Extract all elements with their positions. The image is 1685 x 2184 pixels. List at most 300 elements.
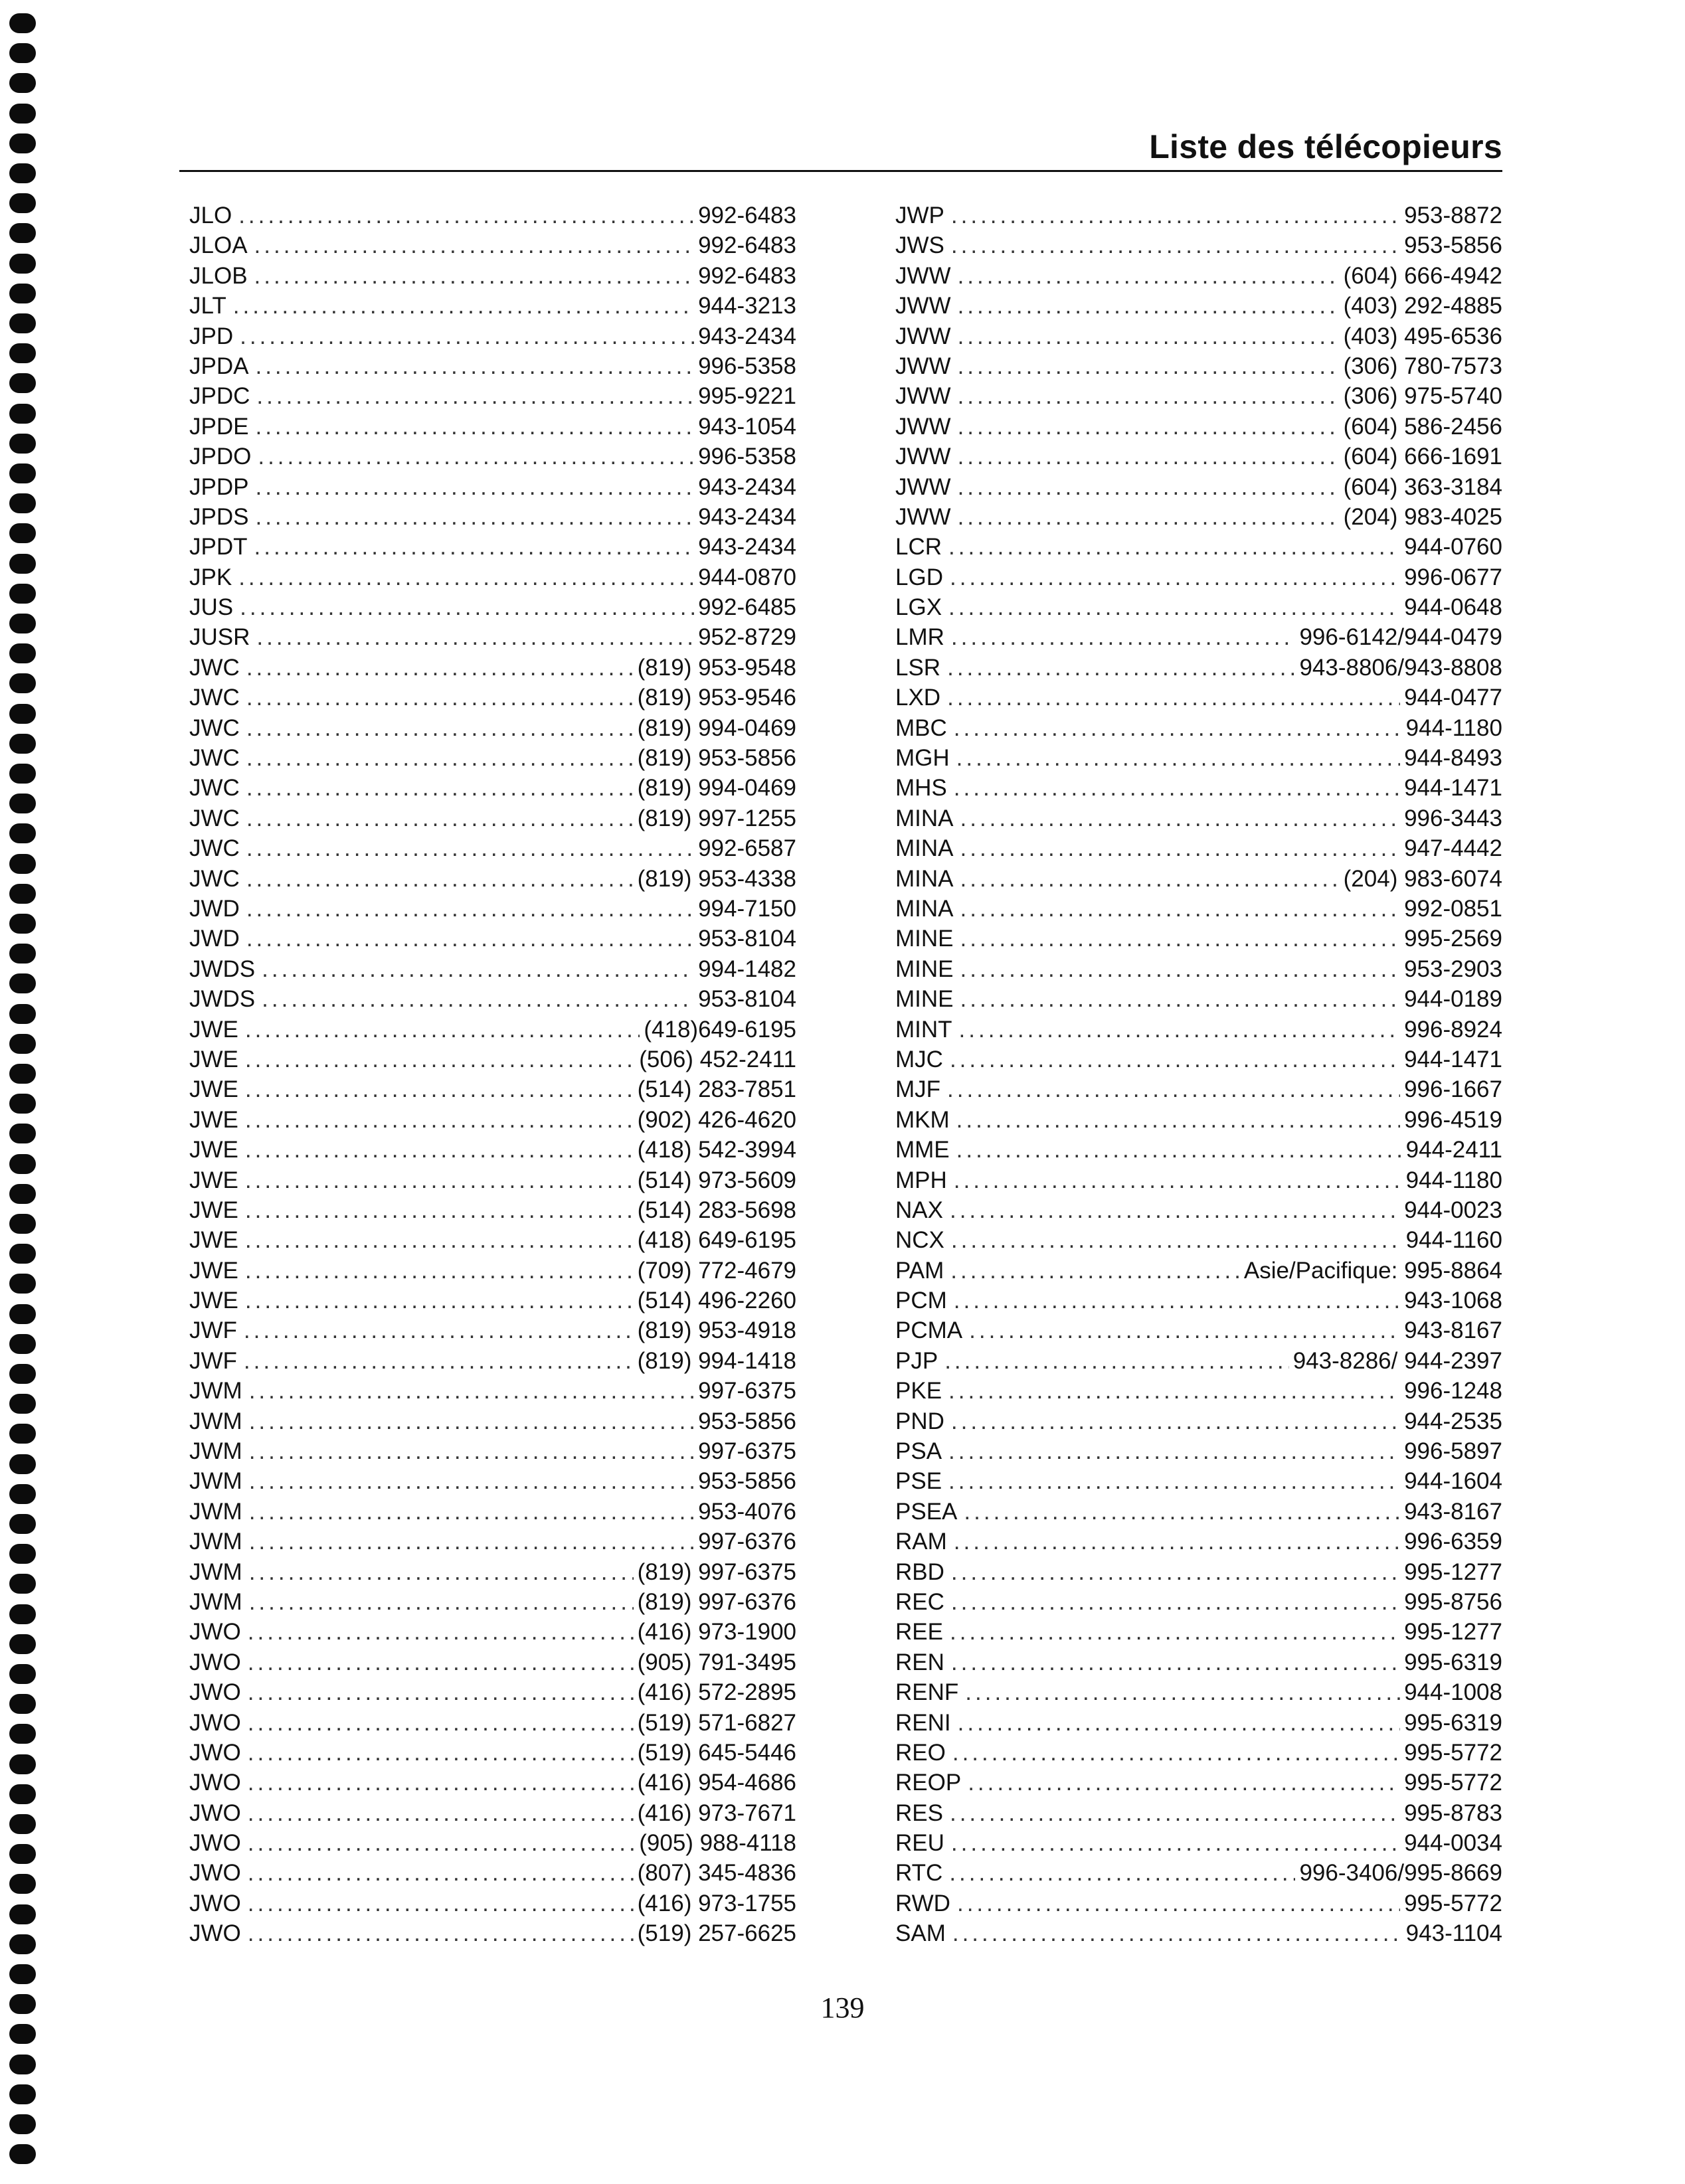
dot-leader [960,864,1340,894]
dot-leader [248,1889,634,1918]
page-header [179,124,1502,172]
entry-code: JLT [189,293,226,319]
entry-fax-number: 992-6485 [698,594,796,621]
binding-hole [9,1904,36,1924]
entry-fax-number: 996-1248 [1404,1378,1502,1404]
entry-fax-number: 944-2535 [1404,1408,1502,1434]
binding-hole [9,43,36,63]
dot-leader [958,381,1340,411]
fax-entry-row [895,321,1502,351]
dot-leader [249,1527,694,1556]
binding-hole [9,193,36,213]
dot-leader [969,1315,1400,1345]
entry-code: JWM [189,1529,242,1555]
fax-list-left-column [189,201,796,1949]
entry-fax-number: (514) 283-7851 [637,1076,796,1103]
entry-fax-number: (819) 953-9548 [637,654,796,681]
fax-entry-row [189,1738,796,1768]
fax-entry-row [895,833,1502,863]
entry-code: JWE [189,1076,238,1103]
entry-fax-number: 992-0851 [1404,895,1502,922]
entry-code: JWO [189,1800,241,1826]
binding-hole [9,523,36,543]
dot-leader [248,1708,634,1738]
dot-leader [240,321,694,351]
entry-code: JWE [189,1167,238,1193]
dot-leader [956,743,1400,773]
fax-entry-row [895,201,1502,230]
entry-code: JWC [189,654,240,681]
entry-fax-number: 943-8286/ 944-2397 [1292,1347,1502,1374]
entry-code: RENF [895,1679,959,1706]
entry-fax-number: 996-3443 [1404,805,1502,831]
binding-hole [9,884,36,904]
fax-entry-row [895,381,1502,411]
fax-entry-row [189,1165,796,1195]
binding-hole [9,1664,36,1684]
fax-entry-row [895,1918,1502,1948]
fax-entry-row [189,1918,796,1948]
fax-entry-row [895,1135,1502,1165]
entry-code: RBD [895,1558,944,1585]
dot-leader [248,1647,634,1677]
entry-fax-number: Asie/Pacifique: 995-8864 [1243,1257,1502,1284]
binding-hole [9,1274,36,1294]
fax-entry-row [895,864,1502,894]
fax-entry-row [895,622,1502,652]
fax-entry-row [189,984,796,1014]
binding-hole [9,914,36,934]
entry-fax-number: (604) 666-1691 [1343,444,1502,470]
binding-hole [9,1334,36,1354]
fax-entry-row [189,803,796,833]
fax-entry-row [895,1315,1502,1345]
fax-entry-row [895,502,1502,532]
dot-leader [245,1286,634,1315]
entry-fax-number: (604) 586-2456 [1343,413,1502,440]
entry-code: MJC [895,1046,943,1072]
entry-code: JWE [189,1046,238,1072]
dot-leader [956,1105,1400,1135]
dot-leader [246,773,634,803]
entry-code: MINA [895,895,954,922]
fax-entry-row [189,1015,796,1045]
binding-hole [9,1694,36,1714]
binding-hole [9,764,36,784]
entry-fax-number: (819) 953-9546 [637,685,796,711]
entry-code: PSA [895,1438,942,1465]
fax-entry-row [895,1045,1502,1074]
binding-hole [9,463,36,483]
entry-code: JWE [189,1197,238,1223]
fax-entry-row [189,201,796,230]
entry-fax-number: (506) 452-2411 [639,1046,796,1072]
dot-leader [954,773,1400,803]
binding-hole [9,1964,36,1984]
entry-fax-number: (519) 257-6625 [637,1920,796,1947]
dot-leader [248,1828,635,1858]
binding-hole [9,254,36,274]
fax-entry-row [895,1738,1502,1768]
fax-entry-row [895,1557,1502,1587]
entry-fax-number: 944-1008 [1404,1679,1502,1706]
fax-entry-row [895,1376,1502,1406]
entry-code: LSR [895,654,941,681]
entry-fax-number: 944-0189 [1404,986,1502,1013]
fax-entry-row [189,1074,796,1104]
entry-fax-number: 944-1471 [1404,775,1502,801]
fax-entry-row [189,592,796,622]
entry-code: JWO [189,1860,241,1887]
entry-code: NCX [895,1227,944,1254]
dot-leader [950,562,1400,592]
entry-fax-number: (807) 345-4836 [637,1860,796,1887]
entry-fax-number: 953-8104 [698,986,796,1013]
entry-fax-number: 944-1160 [1405,1227,1502,1254]
fax-entry-row [189,833,796,863]
dot-leader [246,864,634,894]
fax-entry-row [895,653,1502,683]
entry-fax-number: (819) 994-1418 [637,1347,796,1374]
entry-fax-number: 953-4076 [698,1498,796,1525]
entry-fax-number: 996-3406/995-8669 [1299,1860,1502,1887]
binding-hole [9,223,36,243]
entry-fax-number: (905) 791-3495 [637,1649,796,1675]
entry-code: JWW [895,413,951,440]
dot-leader [950,1798,1400,1828]
fax-entry-row [895,1256,1502,1286]
binding-hole [9,2084,36,2104]
entry-fax-number: 944-1180 [1405,714,1502,741]
binding-hole [9,794,36,813]
entry-fax-number: 943-2434 [698,473,796,500]
binding-hole [9,133,36,153]
dot-leader [245,1015,640,1045]
entry-code: LCR [895,534,942,560]
fax-entry-row [189,412,796,442]
entry-code: REOP [895,1770,962,1796]
dot-leader [246,924,694,954]
entry-fax-number: 995-8783 [1404,1800,1502,1826]
fax-entry-row [189,442,796,471]
dot-leader [248,1858,634,1888]
dot-leader [255,472,694,502]
entry-fax-number: (514) 973-5609 [637,1167,796,1193]
entry-fax-number: (418) 649-6195 [637,1227,796,1254]
fax-entry-row [189,1256,796,1286]
binding-hole [9,1604,36,1624]
fax-entry-row [189,683,796,713]
entry-code: JWM [189,1468,242,1495]
entry-code: JWC [189,775,240,801]
dot-leader [254,230,695,260]
binding-hole [9,343,36,363]
dot-leader [258,442,694,471]
entry-code: RENI [895,1709,951,1736]
entry-fax-number: 997-6376 [698,1529,796,1555]
fax-entry-row [895,291,1502,321]
entry-fax-number: 943-1054 [698,413,796,440]
dot-leader [245,1105,634,1135]
entry-fax-number: (204) 983-4025 [1343,503,1502,530]
fax-entry-row [895,743,1502,773]
fax-entry-row [189,773,796,803]
fax-entry-row [189,1677,796,1707]
fax-entry-row [189,261,796,291]
binding-hole [9,73,36,93]
entry-fax-number: (514) 283-5698 [637,1197,796,1223]
fax-entry-row [895,683,1502,713]
dot-leader [960,894,1401,924]
fax-entry-row [895,472,1502,502]
entry-code: JWO [189,1830,241,1857]
binding-hole [9,13,36,33]
entry-code: JWO [189,1709,241,1736]
entry-code: JWE [189,1137,238,1163]
entry-code: MBC [895,714,947,741]
fax-entry-row [189,1708,796,1738]
entry-code: RTC [895,1860,943,1887]
dot-leader [249,1497,694,1527]
dot-leader [238,201,694,230]
dot-leader [950,1617,1400,1647]
fax-entry-row [189,291,796,321]
entry-fax-number: (306) 975-5740 [1343,383,1502,410]
binding-hole [9,1124,36,1143]
binding-hole [9,2144,36,2164]
entry-code: JWE [189,1227,238,1254]
dot-leader [960,803,1401,833]
dot-leader [968,1768,1400,1798]
dot-leader [954,1165,1402,1195]
dot-leader [948,532,1400,562]
dot-leader [948,1376,1400,1406]
entry-fax-number: 943-2434 [698,503,796,530]
fax-entry-row [895,261,1502,291]
fax-entry-row [189,1617,796,1647]
fax-entry-row [189,230,796,260]
binding-hole [9,1094,36,1114]
entry-code: JWE [189,1257,238,1284]
binding-hole [9,284,36,303]
entry-code: JWF [189,1347,237,1374]
entry-code: JWS [895,232,944,259]
entry-fax-number: 944-0477 [1404,685,1502,711]
entry-code: MINA [895,865,954,892]
entry-fax-number: 944-0870 [698,564,796,590]
binding-hole [9,673,36,693]
fax-entry-row [895,984,1502,1014]
fax-entry-row [895,1466,1502,1496]
fax-entry-row [189,1647,796,1677]
binding-hole [9,584,36,604]
entry-code: MINE [895,986,954,1013]
binding-hole [9,1784,36,1804]
dot-leader [248,1798,634,1828]
binding-hole [9,1304,36,1324]
dot-leader [956,1135,1402,1165]
entry-code: JWM [189,1408,242,1434]
dot-leader [952,1918,1402,1948]
binding-hole [9,1814,36,1834]
entry-fax-number: 992-6483 [698,262,796,289]
fax-entry-row [189,894,796,924]
binding-hole [9,823,36,843]
fax-entry-row [895,532,1502,562]
entry-fax-number: 995-8756 [1404,1588,1502,1615]
entry-code: MME [895,1137,950,1163]
fax-entry-row [189,1828,796,1858]
dot-leader [958,412,1340,442]
dot-leader [244,1315,634,1345]
dot-leader [233,291,694,321]
dot-leader [959,1015,1401,1045]
entry-fax-number: 996-5358 [698,353,796,379]
entry-code: JPDP [189,473,249,500]
binding-hole [9,1514,36,1534]
binding-hole [9,1454,36,1474]
entry-code: JUS [189,594,234,621]
fax-entry-row [895,442,1502,471]
entry-code: JWW [895,323,951,349]
entry-code: REE [895,1619,943,1645]
entry-code: REU [895,1830,944,1857]
fax-entry-row [895,1346,1502,1376]
entry-code: JLOB [189,262,248,289]
fax-entry-row [895,713,1502,743]
dot-leader [246,833,694,863]
dot-leader [948,592,1400,622]
fax-entry-row [895,1768,1502,1798]
binding-hole [9,1484,36,1504]
entry-fax-number: 996-6142/944-0479 [1299,624,1502,651]
binding-hole [9,973,36,993]
dot-leader [249,1406,694,1436]
dot-leader [245,1225,634,1255]
fax-entry-row [189,1527,796,1556]
entry-fax-number: (819) 997-1255 [637,805,796,831]
entry-code: NAX [895,1197,943,1223]
fax-entry-row [895,1587,1502,1617]
entry-code: JWDS [189,956,256,982]
entry-fax-number: 953-5856 [1404,232,1502,259]
fax-entry-row [189,1557,796,1587]
binding-hole [9,2024,36,2044]
dot-leader [248,1918,634,1948]
fax-entry-row [189,1346,796,1376]
dot-leader [954,713,1402,743]
entry-code: PND [895,1408,944,1434]
entry-fax-number: 995-9221 [698,383,796,410]
binding-hole [9,1154,36,1174]
binding-hole [9,163,36,183]
dot-leader [948,1436,1400,1466]
dot-leader [958,472,1340,502]
entry-fax-number: (416) 572-2895 [637,1679,796,1706]
fax-entry-row [895,1195,1502,1225]
entry-fax-number: 943-1104 [1405,1920,1502,1947]
entry-fax-number: 953-5856 [698,1408,796,1434]
entry-fax-number: 943-8167 [1404,1317,1502,1344]
dot-leader [246,713,634,743]
dot-leader [951,1587,1400,1617]
dot-leader [262,984,694,1014]
dot-leader [954,1286,1400,1315]
fax-entry-row [895,803,1502,833]
dot-leader [958,261,1340,291]
fax-entry-row [189,864,796,894]
entry-code: JWM [189,1558,242,1585]
dot-leader [249,1466,694,1496]
fax-entry-row [895,894,1502,924]
entry-fax-number: 944-2411 [1405,1137,1502,1163]
entry-code: PJP [895,1347,938,1374]
entry-fax-number: 996-5358 [698,444,796,470]
dot-leader [960,833,1401,863]
fax-entry-row [895,1074,1502,1104]
dot-leader [248,1617,634,1647]
entry-code: JPDS [189,503,249,530]
fax-entry-row [189,1587,796,1617]
fax-entry-row [189,954,796,984]
binding-hole [9,404,36,424]
fax-entry-row [895,1617,1502,1647]
entry-code: MINE [895,926,954,952]
entry-fax-number: (416) 973-1755 [637,1890,796,1916]
dot-leader [965,1677,1400,1707]
fax-entry-row [189,1436,796,1466]
entry-fax-number: (204) 983-6074 [1343,865,1502,892]
binding-hole [9,1754,36,1774]
fax-entry-row [189,1135,796,1165]
dot-leader [960,954,1401,984]
entry-fax-number: 943-2434 [698,323,796,349]
dot-leader [951,1225,1402,1255]
dot-leader [249,1587,634,1617]
entry-fax-number: 996-6359 [1404,1529,1502,1555]
entry-fax-number: 995-1277 [1404,1558,1502,1585]
fax-entry-row [189,1315,796,1345]
entry-fax-number: 944-1180 [1405,1167,1502,1193]
dot-leader [960,924,1401,954]
entry-code: REC [895,1588,944,1615]
entry-code: MINA [895,805,954,831]
entry-fax-number: 944-8493 [1404,745,1502,772]
entry-code: MHS [895,775,947,801]
entry-fax-number: 944-1471 [1404,1046,1502,1072]
entry-fax-number: 995-2569 [1404,926,1502,952]
fax-entry-row [895,412,1502,442]
fax-entry-row [895,1436,1502,1466]
fax-entry-row [189,1195,796,1225]
dot-leader [944,1346,1289,1376]
entry-fax-number: (306) 780-7573 [1343,353,1502,379]
fax-entry-row [189,321,796,351]
fax-entry-row [189,1225,796,1255]
dot-leader [262,954,694,984]
entry-code: JWM [189,1438,242,1465]
dot-leader [246,653,634,683]
entry-fax-number: 944-0760 [1404,534,1502,560]
entry-code: JWM [189,1588,242,1615]
dot-leader [255,412,694,442]
dot-leader [960,984,1401,1014]
entry-code: MKM [895,1106,950,1133]
fax-entry-row [189,562,796,592]
dot-leader [249,1376,694,1406]
binding-hole [9,2114,36,2134]
dot-leader [951,1557,1400,1587]
